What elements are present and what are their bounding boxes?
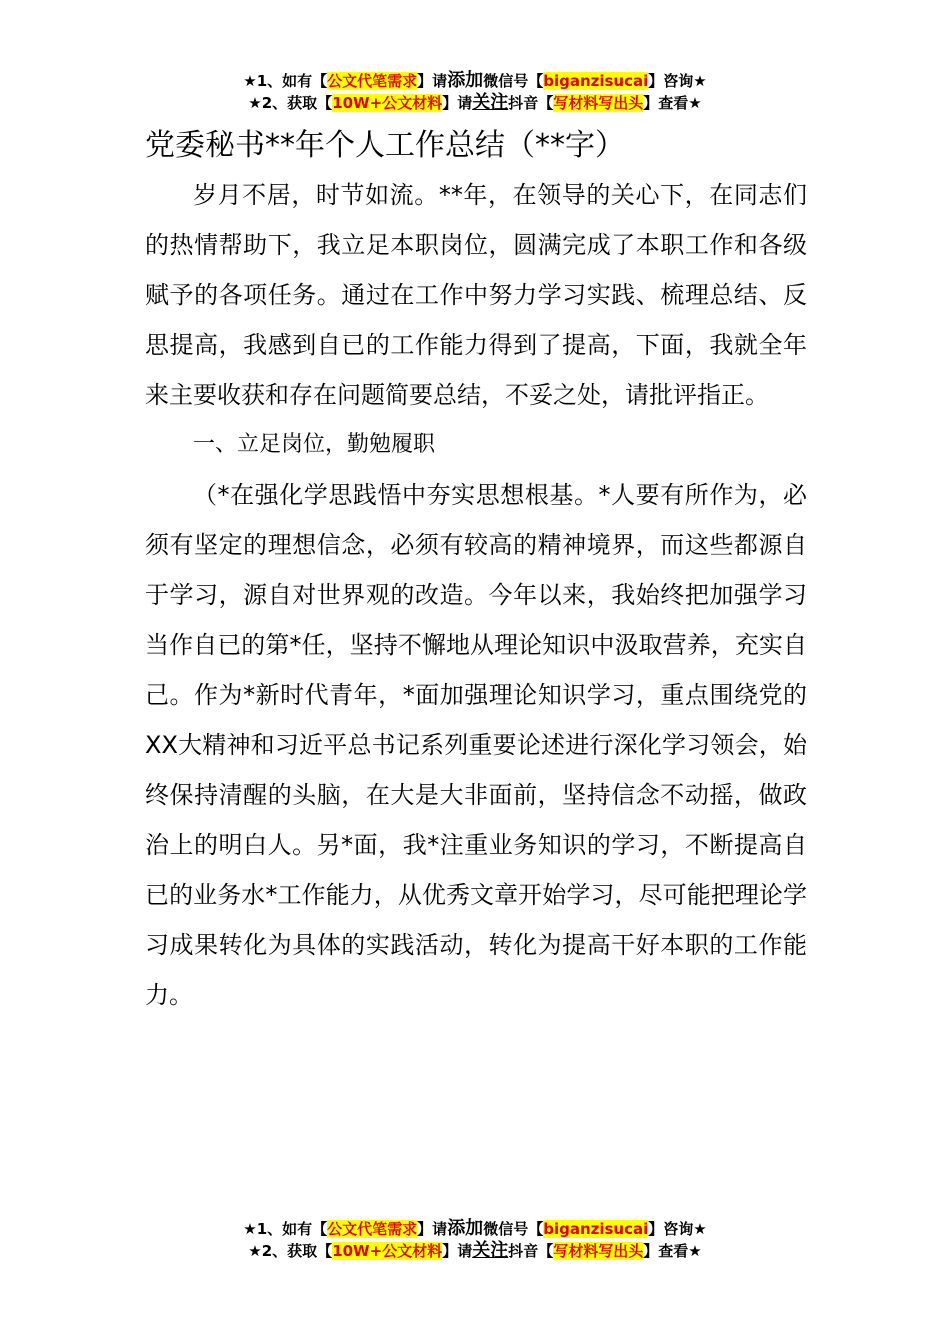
banner-text: 微信号【: [483, 72, 544, 90]
banner-text: 】咨询★: [648, 72, 707, 90]
paragraph-study: （*在强化学思践悟中夯实思想根基。*人要有所作为，必须有坚定的理想信念，必须有较高的精神境界，而这些都源自于学习，源自对世界观的改造。今年以来，我始终把加强学习当作自已的第*任，坚持不懈地从理论知识中汲取营养，充实自己。作为*新时代青年，*面加强理论知识学习，重点围绕党的XX大精神和习近平总书记系列重要论述进行深化学习领会，始终保持清醒的头脑，在大是大非面前，坚持信念不动摇，做政治上的明白人。另*面，我*注重业务知识的学习，不断提高自已的业务水*工作能力，从优秀文章开始学习，尽可能把理论学习成果转化为具体的实践活动，转化为提高干好本职的工作能力。: [145, 481, 807, 1009]
banner-highlight: 写材料写出头: [553, 94, 644, 112]
document-title: 党委秘书**年个人工作总结（**字）: [145, 128, 625, 163]
banner-line-2: [0, 1240, 950, 1262]
banner-text: 】查看★: [643, 94, 702, 112]
paragraph-intro: 岁月不居，时节如流。**年，在领导的关心下，在同志们的热情帮助下，我立足本职岗位，圆满完成了本职工作和各级赋予的各项任务。通过在工作中努力学习实践、梳理总结、反思提高，我感到自已的工作能力得到了提高，下面，我就全年来主要收获和存在问题简要总结，不妥之处，请批评指正。: [145, 181, 807, 409]
banner-text: 2、获取【: [261, 94, 333, 112]
banner-text: 1、如有【: [256, 72, 328, 90]
document-body: [145, 170, 807, 1020]
banner-emphasis: 添加: [447, 1218, 484, 1239]
banner-line-2: [0, 92, 950, 114]
section-heading: 一、立足岗位，勤勉履职: [193, 432, 436, 457]
banner-text: 微信号【: [483, 1220, 544, 1238]
banner-highlight: 公文代笔需求: [327, 72, 418, 90]
banner-text: 】请: [417, 1220, 448, 1238]
star-icon: ★: [243, 72, 257, 90]
banner-text: 1、如有【: [256, 1220, 328, 1238]
banner-highlight: 公文代笔需求: [327, 1220, 418, 1238]
banner-emphasis: 关注: [472, 1240, 509, 1261]
banner-highlight: 10W+公文材料: [332, 94, 443, 112]
banner-highlight: 10W+公文材料: [332, 1242, 443, 1260]
banner-text: 】请: [442, 1242, 473, 1260]
star-icon: ★: [248, 94, 262, 112]
header-banner: [0, 70, 950, 114]
banner-text: 2、获取【: [261, 1242, 333, 1260]
banner-highlight: biganzisucai: [543, 1220, 649, 1238]
banner-highlight: biganzisucai: [543, 72, 649, 90]
banner-text: 抖音【: [508, 94, 554, 112]
footer-banner: [0, 1218, 950, 1262]
banner-emphasis: 关注: [472, 92, 509, 113]
banner-line-1: [0, 70, 950, 92]
banner-text: 】查看★: [643, 1242, 702, 1260]
banner-text: 抖音【: [508, 1242, 554, 1260]
banner-text: 】请: [442, 94, 473, 112]
star-icon: ★: [243, 1220, 257, 1238]
banner-emphasis: 添加: [447, 70, 484, 91]
banner-highlight: 写材料写出头: [553, 1242, 644, 1260]
banner-line-1: [0, 1218, 950, 1240]
banner-text: 】咨询★: [648, 1220, 707, 1238]
banner-text: 】请: [417, 72, 448, 90]
star-icon: ★: [248, 1242, 262, 1260]
